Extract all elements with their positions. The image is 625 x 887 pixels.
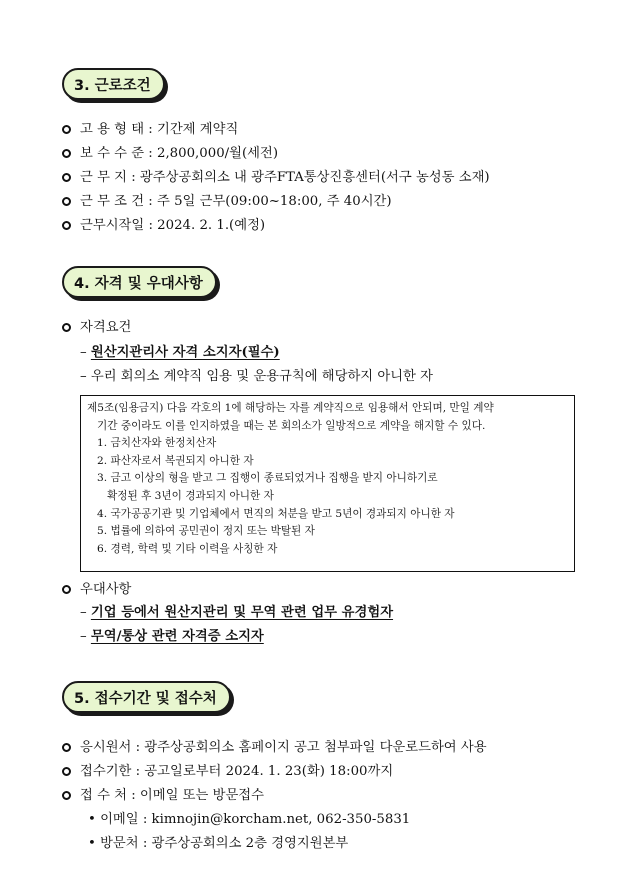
dash-prefix: –	[80, 629, 91, 644]
label-text: 우대사항	[80, 582, 132, 597]
employment-type-item	[62, 120, 238, 140]
visit-location-item: • 방문처 : 광주상공회의소 2층 경영지원본부	[88, 836, 349, 851]
preference-item	[80, 627, 264, 647]
rule-item-continuation: 확정된 후 3년이 경과되지 아니한 자	[107, 489, 274, 502]
disqualification-rule-box	[80, 395, 575, 572]
item-text: 접 수 처 : 이메일 또는 방문접수	[80, 788, 264, 803]
circle-bullet-icon	[62, 197, 71, 206]
item-text: 접수기한 : 공고일로부터 2024. 1. 23(화) 18:00까지	[80, 764, 394, 779]
submission-place-item	[62, 786, 264, 806]
workplace-item	[62, 168, 490, 188]
work-conditions-item	[62, 192, 392, 212]
requirement-text: 우리 회의소 계약직 임용 및 운용규칙에 해당하지 아니한 자	[90, 369, 433, 384]
dash-prefix: –	[80, 345, 91, 360]
rule-intro-line: 기간 중이라도 이를 인지하였을 때는 본 회의소가 일방적으로 계약을 해지할 수 있다.	[97, 419, 486, 432]
circle-bullet-icon	[62, 767, 71, 776]
circle-bullet-icon	[62, 323, 71, 332]
label-text: 자격요건	[80, 320, 132, 335]
preference-item	[80, 603, 393, 623]
section-5-heading: 5. 접수기간 및 접수처	[62, 681, 231, 713]
requirement-item	[80, 343, 280, 363]
requirement-text: 원산지관리사 자격 소지자(필수)	[90, 345, 280, 360]
rule-item: 1. 금치산자와 한정치산자	[97, 437, 217, 450]
item-text: 고 용 형 태 : 기간제 계약직	[80, 122, 239, 137]
rule-item: 3. 금고 이상의 형을 받고 그 집행이 종료되었거나 집행을 받지 아니하기로	[97, 472, 438, 485]
circle-bullet-icon	[62, 125, 71, 134]
circle-bullet-icon	[62, 585, 71, 594]
rule-item: 4. 국가공공기관 및 기업체에서 면직의 처분을 받고 5년이 경과되지 아니한 자	[97, 507, 455, 520]
requirements-label	[62, 318, 131, 338]
requirement-item	[80, 367, 433, 387]
circle-bullet-icon	[62, 221, 71, 230]
item-text: 근무시작일 : 2024. 2. 1.(예정)	[80, 218, 266, 233]
circle-bullet-icon	[62, 743, 71, 752]
circle-bullet-icon	[62, 173, 71, 182]
salary-item	[62, 144, 278, 164]
preference-label	[62, 580, 131, 600]
rule-intro-line: 제5조(임용금지) 다음 각호의 1에 해당하는 자를 계약직으로 임용해서 안되며, 만일 계약	[87, 402, 494, 414]
rule-item: 2. 파산자로서 복권되지 아니한 자	[97, 454, 254, 467]
rule-item: 5. 법률에 의하여 공민권이 정지 또는 박탈된 자	[97, 525, 315, 538]
preference-text: 기업 등에서 원산지관리 및 무역 관련 업무 유경험자	[90, 605, 394, 620]
deadline-item	[62, 762, 393, 782]
item-text: 근 무 조 건 : 주 5일 근무(09:00~18:00, 주 40시간)	[80, 194, 392, 209]
section-4-heading: 4. 자격 및 우대사항	[62, 266, 217, 298]
item-text: 보 수 수 준 : 2,800,000/월(세전)	[80, 146, 279, 161]
item-text: 응시원서 : 광주상공회의소 홈페이지 공고 첨부파일 다운로드하여 사용	[80, 740, 487, 755]
rule-item: 6. 경력, 학력 및 기타 이력을 사칭한 자	[97, 542, 278, 555]
email-contact-item: • 이메일 : kimnojin@korcham.net, 062-350-5831	[88, 812, 411, 827]
section-3-heading: 3. 근로조건	[62, 68, 165, 100]
circle-bullet-icon	[62, 791, 71, 800]
application-form-item	[62, 738, 487, 758]
preference-text: 무역/통상 관련 자격증 소지자	[90, 629, 264, 644]
dash-prefix: –	[80, 605, 91, 620]
dash-prefix: –	[80, 369, 91, 384]
circle-bullet-icon	[62, 149, 71, 158]
item-text: 근 무 지 : 광주상공회의소 내 광주FTA통상진흥센터(서구 농성동 소재)	[80, 170, 490, 185]
start-date-item	[62, 216, 265, 236]
